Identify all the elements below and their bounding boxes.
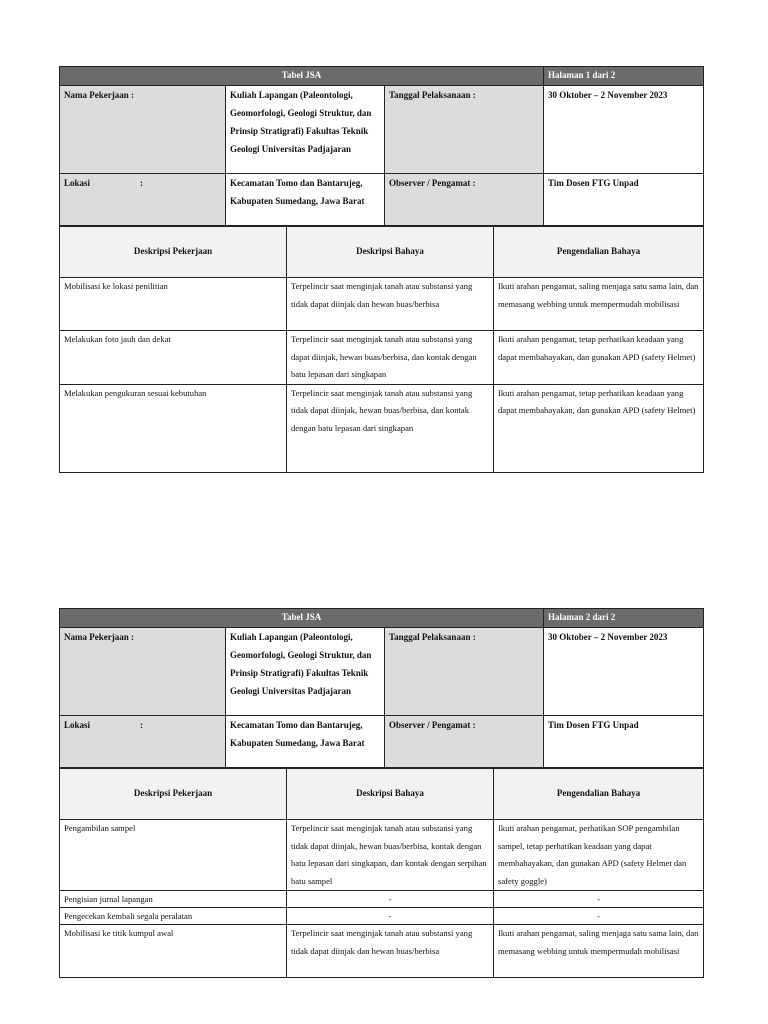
table-row — [60, 278, 704, 331]
col-header-hazard: Deskripsi Bahaya — [287, 227, 494, 278]
job-name-label: Nama Pekerjaan : — [60, 86, 226, 174]
control-cell: Ikuti arahan pengamat, perhatikan SOP pengambilan sampel, tetap perhatikan keadaan yang dapat membahayakan, dan gunakan APD (safety Helmet dan safety goggle) — [494, 820, 704, 891]
job-name-value: Kuliah Lapangan (Paleontologi, Geomorfologi, Geologi Struktur, dan Prinsip Stratigrafi) Fakultas Teknik Geologi Universitas Padjajaran — [226, 86, 385, 174]
location-label-cell — [60, 174, 226, 226]
table-row — [60, 891, 704, 908]
hazard-table — [59, 768, 704, 978]
date-value: 30 Oktober – 2 November 2023 — [544, 86, 704, 174]
location-colon: : — [140, 720, 143, 730]
hazard-cell: Terpelincir saat menginjak tanah atau substansi yang tidak dapat diinjak, hewan buas/berbisa, kontak dengan batu lepasan dari singkapan, dan kontak dengan serpihan batu sampel — [287, 820, 494, 891]
hazard-cell: Terpelincir saat menginjak tanah atau substansi yang dapat diinjak, hewan buas/berbisa, dan kontak dengan batu lepasan dari singkapan — [287, 331, 494, 385]
col-header-task: Deskripsi Pekerjaan — [60, 769, 287, 820]
hazard-cell: Terpelincir saat menginjak tanah atau substansi yang tidak dapat diinjak dan hewan buas/berbisa — [287, 278, 494, 331]
hazard-cell: - — [287, 908, 494, 925]
observer-value: Tim Dosen FTG Unpad — [544, 716, 704, 768]
table-row — [60, 384, 704, 472]
hazard-cell: Terpelincir saat menginjak tanah atau substansi yang tidak dapat diinjak dan hewan buas/berbisa — [287, 925, 494, 978]
location-value: Kecamatan Tomo dan Bantarujeg, Kabupaten Sumedang, Jawa Barat — [226, 716, 385, 768]
col-header-control: Pengendalian Bahaya — [494, 769, 704, 820]
control-cell: - — [494, 908, 704, 925]
table-row — [60, 908, 704, 925]
observer-label: Observer / Pengamat : — [385, 174, 544, 226]
job-name-value: Kuliah Lapangan (Paleontologi, Geomorfologi, Geologi Struktur, dan Prinsip Stratigrafi) Fakultas Teknik Geologi Universitas Padjajaran — [226, 628, 385, 716]
location-colon: : — [140, 178, 143, 188]
date-value: 30 Oktober – 2 November 2023 — [544, 628, 704, 716]
jsa-header-table — [59, 66, 704, 226]
table-title: Tabel JSA — [60, 67, 544, 86]
control-cell: - — [494, 891, 704, 908]
table-row — [60, 331, 704, 385]
page-label: Halaman 1 dari 2 — [544, 67, 704, 86]
task-cell: Melakukan foto jauh dan dekat — [60, 331, 287, 385]
control-cell: Ikuti arahan pengamat, tetap perhatikan keadaan yang dapat membahayakan, dan gunakan APD (safety Helmet) — [494, 331, 704, 385]
page-label: Halaman 2 dari 2 — [544, 609, 704, 628]
jsa-header-table — [59, 608, 704, 768]
col-header-hazard: Deskripsi Bahaya — [287, 769, 494, 820]
hazard-table — [59, 226, 704, 473]
col-header-control: Pengendalian Bahaya — [494, 227, 704, 278]
task-cell: Mobilisasi ke titik kumpul awal — [60, 925, 287, 978]
job-name-label: Nama Pekerjaan : — [60, 628, 226, 716]
control-cell: Ikuti arahan pengamat, saling menjaga satu sama lain, dan memasang webbing untuk mempermudah mobilisasi — [494, 925, 704, 978]
task-cell: Pengambilan sampel — [60, 820, 287, 891]
task-cell: Pengecekan kembali segala peralatan — [60, 908, 287, 925]
hazard-cell: - — [287, 891, 494, 908]
jsa-table-page-1 — [59, 66, 703, 473]
location-value: Kecamatan Tomo dan Bantarujeg, Kabupaten Sumedang, Jawa Barat — [226, 174, 385, 226]
location-label: Lokasi — [64, 720, 91, 730]
jsa-table-page-2 — [59, 608, 703, 978]
table-title: Tabel JSA — [60, 609, 544, 628]
task-cell: Mobilisasi ke lokasi penilitian — [60, 278, 287, 331]
location-label-cell — [60, 716, 226, 768]
observer-label: Observer / Pengamat : — [385, 716, 544, 768]
date-label: Tanggal Pelaksanaan : — [385, 86, 544, 174]
control-cell: Ikuti arahan pengamat, saling menjaga satu sama lain, dan memasang webbing untuk mempermudah mobilisasi — [494, 278, 704, 331]
observer-value: Tim Dosen FTG Unpad — [544, 174, 704, 226]
table-row — [60, 925, 704, 978]
col-header-task: Deskripsi Pekerjaan — [60, 227, 287, 278]
task-cell: Melakukan pengukuran sesuai kebutuhan — [60, 384, 287, 472]
date-label: Tanggal Pelaksanaan : — [385, 628, 544, 716]
location-label: Lokasi — [64, 178, 91, 188]
hazard-cell: Terpelincir saat menginjak tanah atau substansi yang tidak dapat diinjak, hewan buas/berbisa, dan kontak dengan batu lepasan dari singkapan — [287, 384, 494, 472]
table-row — [60, 820, 704, 891]
task-cell: Pengisian jurnal lapangan — [60, 891, 287, 908]
control-cell: Ikuti arahan pengamat, tetap perhatikan keadaan yang dapat membahayakan, dan gunakan APD (safety Helmet) — [494, 384, 704, 472]
